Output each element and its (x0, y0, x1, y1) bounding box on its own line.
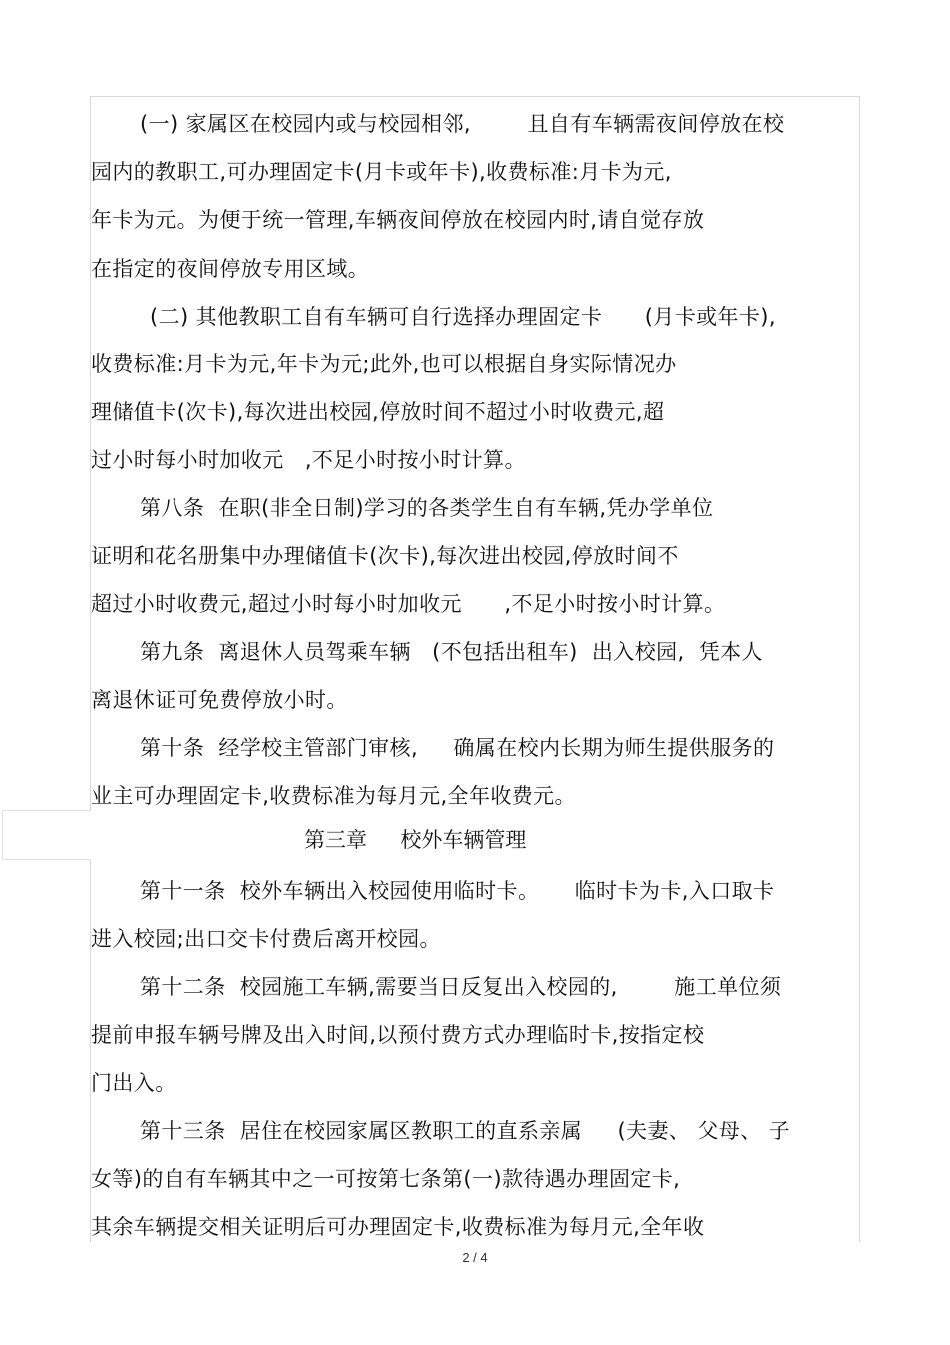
text-line: 在指定的夜间停放专用区域。 (91, 257, 370, 281)
text-line: 提前申报车辆号牌及出入时间,以预付费方式办理临时卡,按指定校 (91, 1023, 705, 1047)
text-line: 收费标准:月卡为元,年卡为元;此外,也可以根据自身实际情况办 (91, 352, 677, 376)
text-line: 女等)的自有车辆其中之一可按第七条第(一)款待遇办理固定卡, (91, 1167, 681, 1191)
text-line: 理储值卡(次卡),每次进出校园,停放时间不超过小时收费元,超 (91, 400, 665, 424)
text-line: 园内的教职工,可办理固定卡(月卡或年卡),收费标准:月卡为元, (91, 160, 672, 184)
article-11-line: 第十一条 校外车辆出入校园使用临时卡。 临时卡为卡,入口取卡 (140, 879, 775, 903)
article-10-line: 第十条 经学校主管部门审核, 确属在校内长期为师生提供服务的 (140, 736, 775, 760)
page-edge-tab (2, 810, 91, 860)
article-9-line: 第九条 离退休人员驾乘车辆 (不包括出租车) 出入校园, 凭本人 (140, 640, 763, 664)
text-line: 年卡为元。为便于统一管理,车辆夜间停放在校园内时,请自觉存放 (91, 208, 705, 232)
text-line: 离退休证可免费停放小时。 (91, 688, 348, 712)
article-8-line: 第八条 在职(非全日制)学习的各类学生自有车辆,凭办学单位 (140, 496, 714, 520)
article-13-line: 第十三条 居住在校园家属区教职工的直系亲属 (夫妻、 父母、 子 (140, 1119, 791, 1143)
text-line: 证明和花名册集中办理储值卡(次卡),每次进出校园,停放时间不 (91, 544, 679, 568)
chapter-heading: 第三章 校外车辆管理 (304, 828, 527, 852)
text-line: 业主可办理固定卡,收费标准为每月元,全年收费元。 (91, 784, 576, 808)
text-line: 门出入。 (91, 1071, 177, 1095)
text-line: 过小时每小时加收元 ,不足小时按小时计算。 (91, 448, 526, 472)
text-line: 超过小时收费元,超过小时每小时加收元 ,不足小时按小时计算。 (91, 592, 726, 616)
text-line: (一) 家属区在校园内或与校园相邻, 且自有车辆需夜间停放在校 (140, 112, 785, 136)
text-line: (二) 其他教职工自有车辆可自行选择办理固定卡 (月卡或年卡), (150, 305, 776, 329)
page-number: 2 / 4 (462, 1250, 488, 1265)
article-12-line: 第十二条 校园施工车辆,需要当日反复出入校园的, 施工单位须 (140, 975, 782, 999)
text-line: 进入校园;出口交卡付费后离开校园。 (91, 927, 441, 951)
text-line: 其余车辆提交相关证明后可办理固定卡,收费标准为每月元,全年收 (91, 1215, 705, 1239)
